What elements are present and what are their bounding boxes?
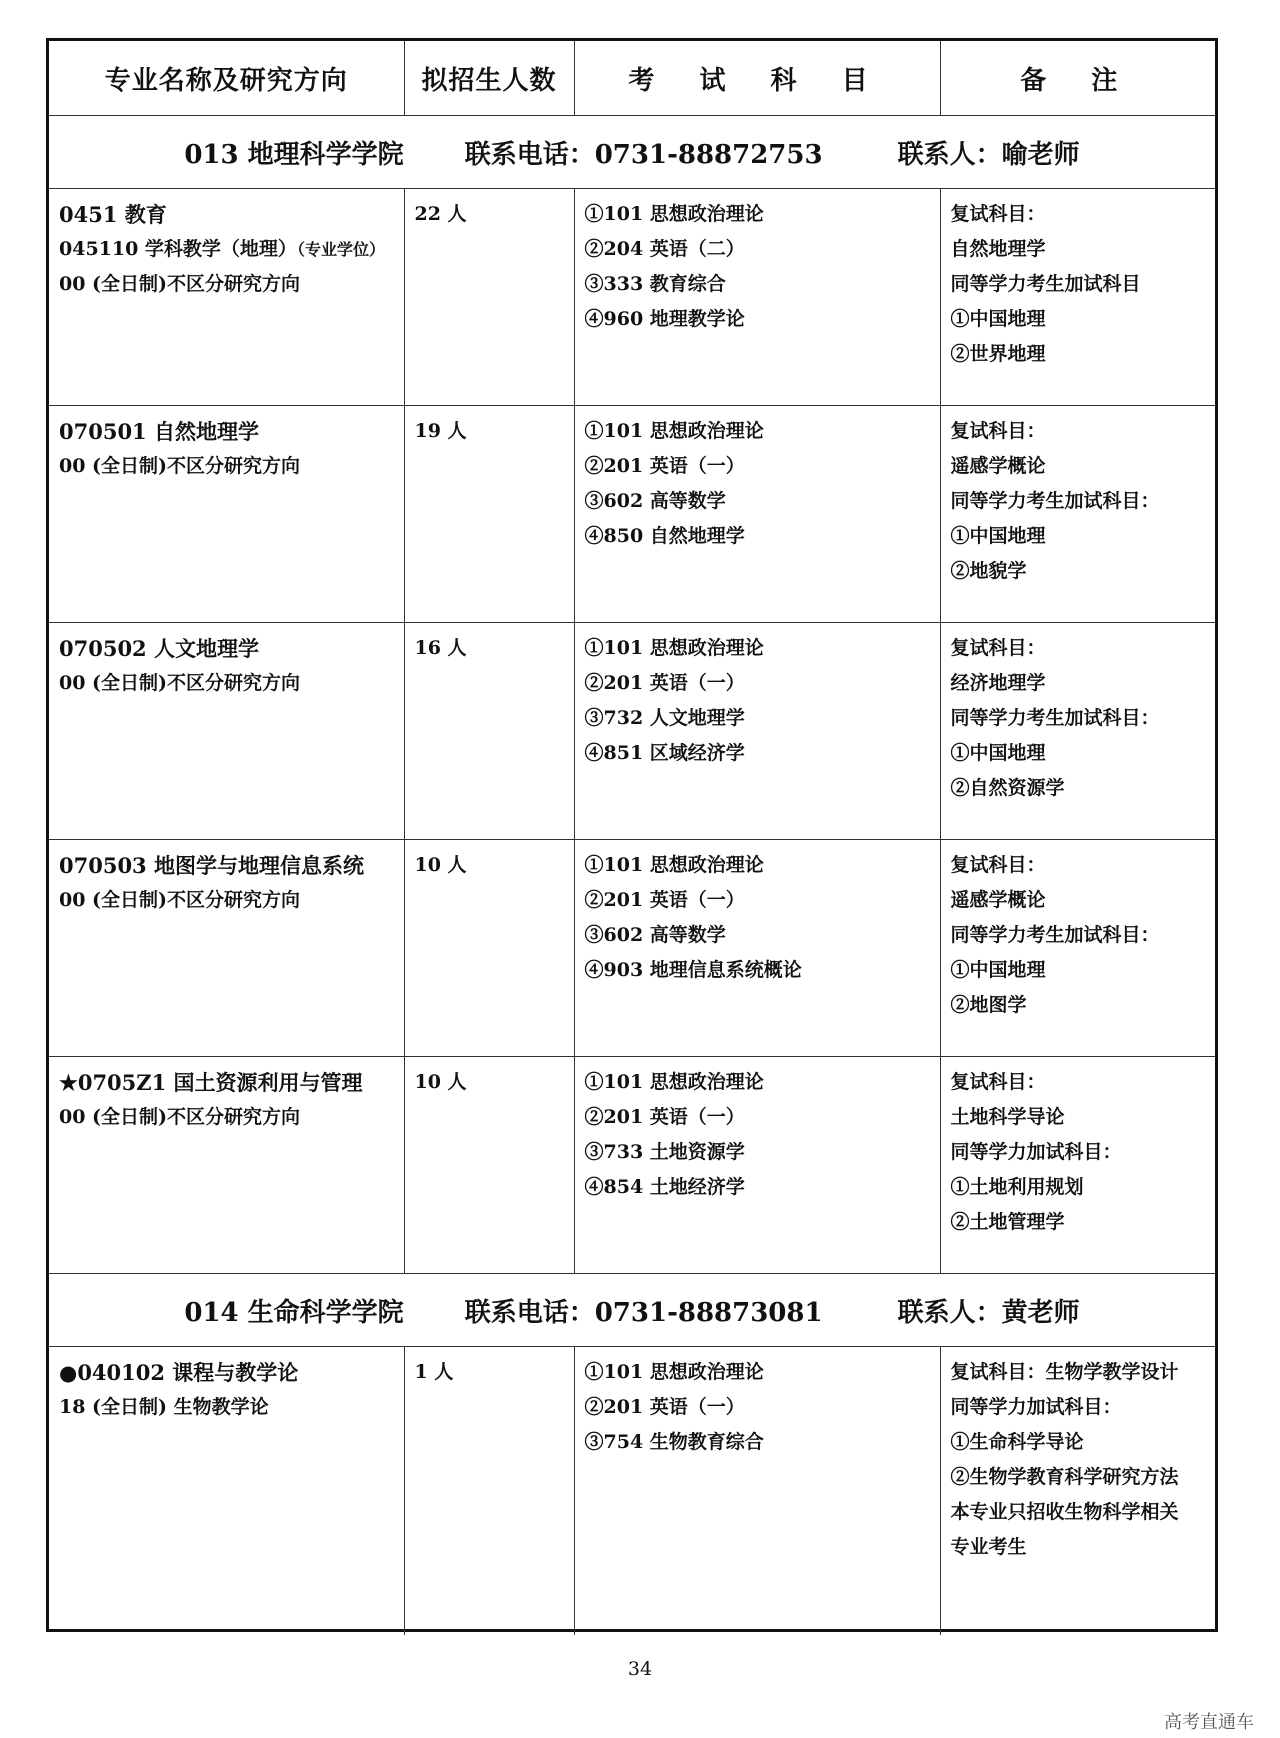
admissions-table — [49, 41, 1215, 1635]
note-item: ②地貌学 — [950, 560, 1027, 582]
note-item: 复试科目： — [950, 854, 1046, 876]
table-row — [49, 189, 1215, 406]
major-sub-name: 045110 学科教学（地理） — [59, 238, 297, 260]
quota-value: 22 人 — [414, 203, 467, 225]
college-contact: 联系人：黄老师 — [897, 1297, 1080, 1328]
exam-item: ①101 思想政治理论 — [584, 1071, 764, 1093]
major-cell — [49, 623, 404, 840]
exam-item: ②204 英语（二） — [584, 238, 745, 260]
major-name: 070503 地图学与地理信息系统 — [59, 853, 364, 878]
note-item: 同等学力考生加试科目 — [950, 273, 1141, 295]
exam-item: ③602 高等数学 — [584, 490, 726, 512]
quota-value: 10 人 — [414, 1071, 467, 1093]
note-item: ②地图学 — [950, 994, 1027, 1016]
note-item: ①中国地理 — [950, 308, 1046, 330]
quota-value: 19 人 — [414, 420, 467, 442]
exam-item: ③732 人文地理学 — [584, 707, 745, 729]
exam-item: ②201 英语（一） — [584, 1396, 745, 1418]
major-name: 070501 自然地理学 — [59, 419, 259, 444]
note-item: 本专业只招收生物科学相关 — [950, 1501, 1179, 1523]
major-name: 0451 教育 — [59, 202, 167, 227]
major-cell — [49, 1347, 404, 1636]
header-quota: 拟招生人数 — [404, 41, 574, 116]
major-name: ★0705Z1 国土资源利用与管理 — [59, 1070, 363, 1095]
note-item: ①生命科学导论 — [950, 1431, 1084, 1453]
quota-cell — [404, 1057, 574, 1274]
exam-item: ③333 教育综合 — [584, 273, 726, 295]
note-item: 同等学力加试科目： — [950, 1141, 1122, 1163]
major-direction: 18 (全日制) 生物教学论 — [59, 1396, 269, 1418]
exams-cell — [574, 1347, 940, 1636]
note-item: ①土地利用规划 — [950, 1176, 1084, 1198]
exam-item: ④850 自然地理学 — [584, 525, 745, 547]
exam-item: ②201 英语（一） — [584, 1106, 745, 1128]
note-item: ②世界地理 — [950, 343, 1046, 365]
section-header-014 — [49, 1274, 1215, 1347]
note-item: ②土地管理学 — [950, 1211, 1065, 1233]
quota-cell — [404, 1347, 574, 1636]
header-major: 专业名称及研究方向 — [49, 41, 404, 116]
note-item: 经济地理学 — [950, 672, 1046, 694]
table-row — [49, 840, 1215, 1057]
exams-cell — [574, 406, 940, 623]
note-item: 复试科目： — [950, 637, 1046, 659]
major-name: 070502 人文地理学 — [59, 636, 259, 661]
notes-cell — [940, 840, 1215, 1057]
exams-cell — [574, 623, 940, 840]
exam-item: ③733 土地资源学 — [584, 1141, 745, 1163]
note-item: 土地科学导论 — [950, 1106, 1065, 1128]
major-direction: 00 (全日制)不区分研究方向 — [59, 889, 301, 911]
major-direction: 00 (全日制)不区分研究方向 — [59, 273, 301, 295]
major-direction: 00 (全日制)不区分研究方向 — [59, 1106, 301, 1128]
major-cell — [49, 840, 404, 1057]
notes-cell — [940, 1057, 1215, 1274]
quota-value: 10 人 — [414, 854, 467, 876]
quota-cell — [404, 406, 574, 623]
exam-item: ②201 英语（一） — [584, 889, 745, 911]
note-item: ①中国地理 — [950, 525, 1046, 547]
note-item: 复试科目： — [950, 420, 1046, 442]
quota-value: 16 人 — [414, 637, 467, 659]
note-item: 同等学力考生加试科目： — [950, 924, 1160, 946]
major-direction: 00 (全日制)不区分研究方向 — [59, 672, 301, 694]
major-sub-note: （专业学位） — [296, 240, 385, 259]
note-item: 同等学力加试科目： — [950, 1396, 1122, 1418]
college-phone: 联系电话：0731-88872753 — [464, 139, 823, 170]
note-item: 自然地理学 — [950, 238, 1046, 260]
notes-cell — [940, 1347, 1215, 1636]
admissions-table-frame — [46, 38, 1218, 1632]
note-item: 遥感学概论 — [950, 889, 1046, 911]
college-name: 013 地理科学学院 — [184, 139, 404, 170]
note-item: 复试科目： — [950, 203, 1046, 225]
watermark: 高考直通车 — [1164, 1712, 1254, 1733]
exam-item: ③754 生物教育综合 — [584, 1431, 764, 1453]
exam-item: ①101 思想政治理论 — [584, 203, 764, 225]
quota-cell — [404, 189, 574, 406]
exam-item: ①101 思想政治理论 — [584, 1361, 764, 1383]
table-row — [49, 1057, 1215, 1274]
exams-cell — [574, 840, 940, 1057]
notes-cell — [940, 406, 1215, 623]
exams-cell — [574, 189, 940, 406]
exam-item: ②201 英语（一） — [584, 672, 745, 694]
exam-item: ①101 思想政治理论 — [584, 637, 764, 659]
college-contact: 联系人：喻老师 — [897, 139, 1080, 170]
section-header-013 — [49, 116, 1215, 189]
note-item: 复试科目：生物学教学设计 — [950, 1361, 1179, 1383]
note-item: 专业考生 — [950, 1536, 1027, 1558]
note-item: 同等学力考生加试科目： — [950, 490, 1160, 512]
table-row — [49, 406, 1215, 623]
note-item: ②自然资源学 — [950, 777, 1065, 799]
note-item: 遥感学概论 — [950, 455, 1046, 477]
exam-item: ④851 区域经济学 — [584, 742, 745, 764]
quota-value: 1 人 — [414, 1361, 454, 1383]
exam-item: ①101 思想政治理论 — [584, 420, 764, 442]
table-row — [49, 1347, 1215, 1636]
notes-cell — [940, 189, 1215, 406]
major-name: ●040102 课程与教学论 — [59, 1360, 299, 1385]
note-item: 复试科目： — [950, 1071, 1046, 1093]
notes-cell — [940, 623, 1215, 840]
note-item: ①中国地理 — [950, 959, 1046, 981]
note-item: ①中国地理 — [950, 742, 1046, 764]
major-sub — [59, 232, 394, 267]
exam-item: ④960 地理教学论 — [584, 308, 745, 330]
header-notes: 备 注 — [940, 41, 1215, 116]
exam-item: ②201 英语（一） — [584, 455, 745, 477]
note-item: 同等学力考生加试科目： — [950, 707, 1160, 729]
quota-cell — [404, 623, 574, 840]
exam-item: ④903 地理信息系统概论 — [584, 959, 802, 981]
major-cell — [49, 406, 404, 623]
header-exams: 考 试 科 目 — [574, 41, 940, 116]
major-cell — [49, 1057, 404, 1274]
table-header-row — [49, 41, 1215, 116]
exam-item: ③602 高等数学 — [584, 924, 726, 946]
college-phone: 联系电话：0731-88873081 — [464, 1297, 823, 1328]
major-direction: 00 (全日制)不区分研究方向 — [59, 455, 301, 477]
exam-item: ①101 思想政治理论 — [584, 854, 764, 876]
college-name: 014 生命科学学院 — [184, 1297, 404, 1328]
exam-item: ④854 土地经济学 — [584, 1176, 745, 1198]
note-item: ②生物学教育科学研究方法 — [950, 1466, 1179, 1488]
exams-cell — [574, 1057, 940, 1274]
major-cell — [49, 189, 404, 406]
table-row — [49, 623, 1215, 840]
page-number: 34 — [627, 1658, 653, 1680]
quota-cell — [404, 840, 574, 1057]
